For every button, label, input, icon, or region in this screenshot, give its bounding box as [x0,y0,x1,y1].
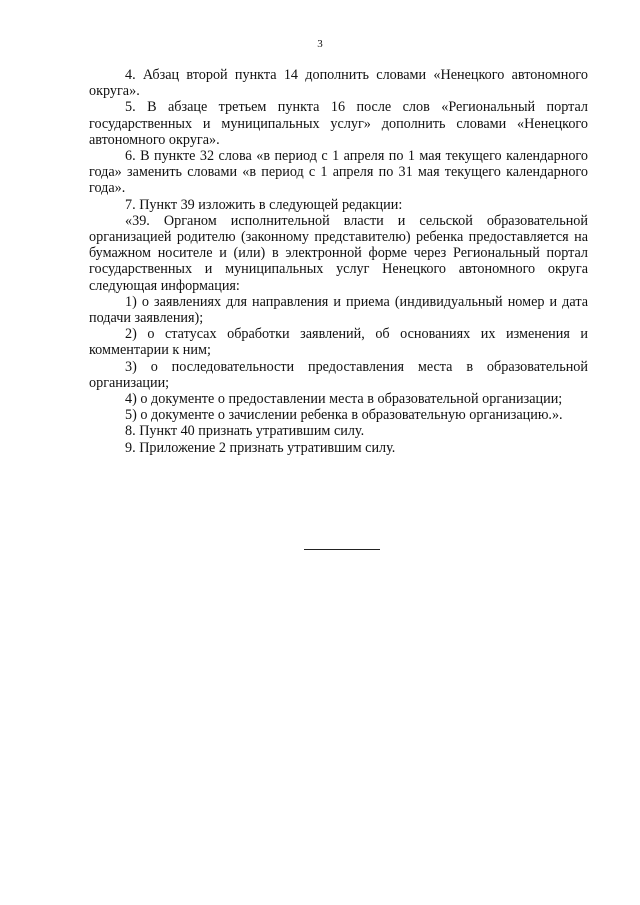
subitem-2: 2) о статусах обработки заявлений, об основаниях их изменения и комментарии к ним; [89,326,588,359]
paragraph-item-8: 8. Пункт 40 признать утратившим силу. [125,423,365,440]
subitem-4: 4) о документе о предоставлении места в образовательной организации; [125,391,563,408]
document-body [89,67,588,456]
paragraph-item-7: 7. Пункт 39 изложить в следующей редакции: [125,196,403,213]
end-separator-line [304,549,380,550]
paragraph-item-9: 9. Приложение 2 признать утратившим силу. [125,439,396,456]
subitem-3: 3) о последовательности предоставления места в образовательной организации; [89,358,588,391]
paragraph-item-5: 5. В абзаце третьем пункта 16 после слов «Региональный портал государственных и муниципальных услуг» дополнить словами «Ненецкого автономного округа». [89,99,588,148]
paragraph-item-4: 4. Абзац второй пункта 14 дополнить словами «Ненецкого автономного округа». [89,67,588,100]
page-number: 3 [317,38,323,50]
subitem-5: 5) о документе о зачислении ребенка в образовательную организацию.». [125,407,563,424]
subitem-1: 1) о заявлениях для направления и приема (индивидуальный номер и дата подачи заявления); [89,293,588,327]
paragraph-point-39: «39. Органом исполнительной власти и сельской образовательной организацией родителю (законному представителю) ребенка предоставляется на бумажном носителе и (или) в электронной форме через Региональный портал государственных и муниципальных услуг Ненецкого автономного округа следующая информация: [89,212,588,294]
paragraph-item-6: 6. В пункте 32 слова «в период с 1 апреля по 1 мая текущего календарного года» заменить словами «в период с 1 апреля по 31 мая текущего календарного года». [89,148,588,197]
